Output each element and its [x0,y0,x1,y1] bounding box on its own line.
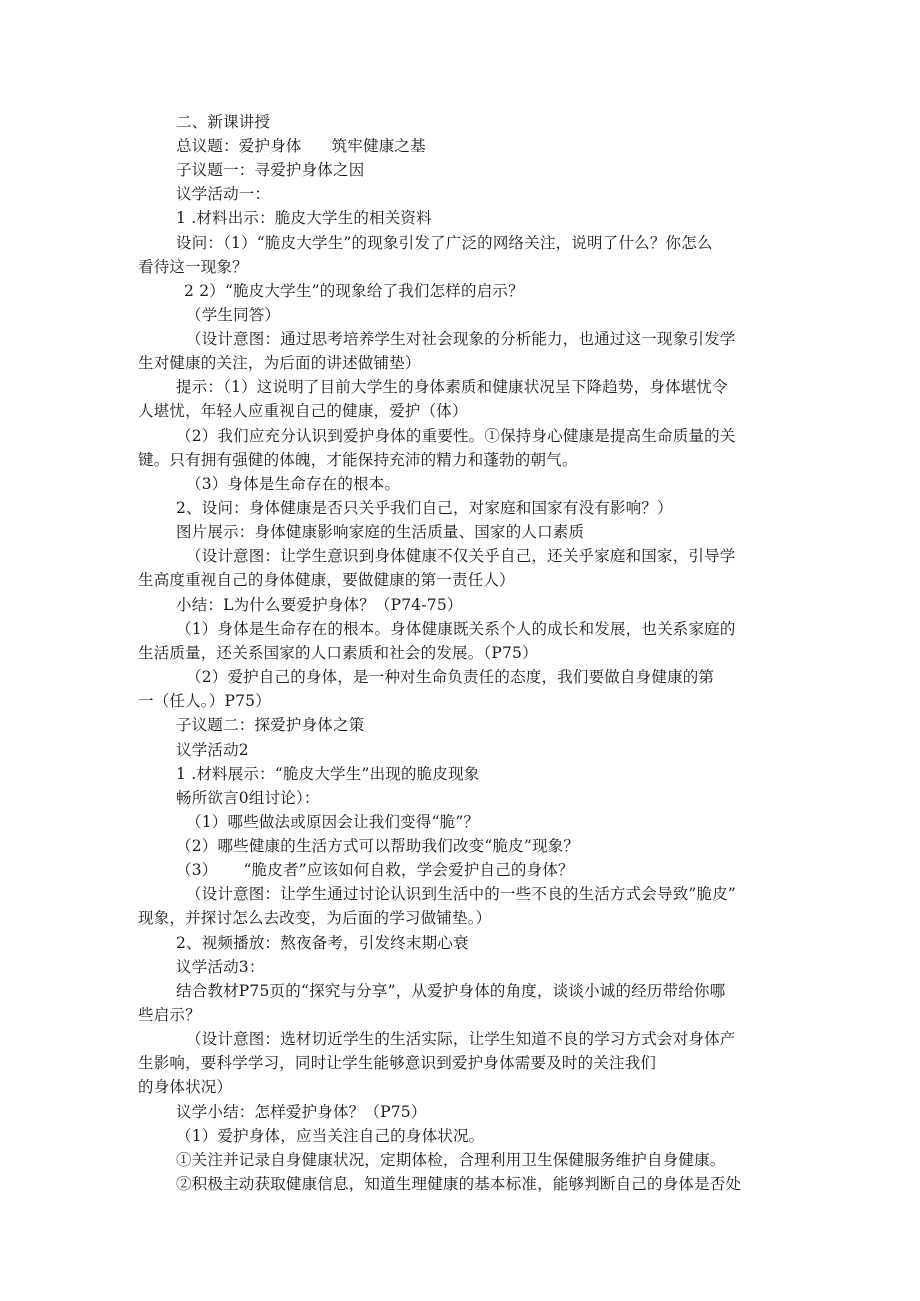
design-intent-3-line-2: 现象，并探讨怎么去改变，为后面的学习做铺垫。） [138,909,492,927]
section-heading: 二、新课讲授 [176,113,271,131]
main-topic-part-1: 总议题：爱护身体 [176,137,302,155]
subtopic-two: 子议题二：探爱护身体之策 [176,716,365,734]
hint-2-line-1: （2）我们应充分认识到爱护身体的重要性。①保持身心健康是提高生命质量的关 [176,427,736,445]
design-intent-1-line-2: 生对健康的关注，为后面的讲述做铺垫） [138,354,421,372]
activity-three-heading: 议学活动3： [176,958,265,976]
activity-one-heading: 议学活动一： [176,185,271,203]
design-intent-4-line-2: 生影响，要科学学习，同时让学生能够意识到爱护身体需要及时的关注我们 [138,1054,657,1072]
image-display: 图片展示：身体健康影响家庭的生活质量、国家的人口素质 [176,523,585,541]
summary-one-point-2-line-2: 一（任人。）P75） [138,692,271,710]
main-topic-part-2: 筑牢健康之基 [331,137,426,155]
summary-two-heading: 议学小结：怎样爱护身体？（P75） [176,1103,427,1121]
question-one-line-2: 看待这一现象？ [138,258,248,276]
hint-line-2: 人堪忧，年轻人应重视自己的健康，爱护（体） [138,402,468,420]
summary-one-point-2-line-1: （2）爱护自己的身体，是一种对生命负责任的态度，我们要做自身健康的第 [186,668,715,686]
design-intent-1-line-1: （设计意图：通过思考培养学生对社会现象的分析能力，也通过这一现象引发学 [186,330,736,348]
question-two: 2 2）“脆皮大学生”的现象给了我们怎样的启示？ [184,282,524,300]
summary-one-point-1-line-2: 生活质量，还关系国家的人口素质和社会的发展。（P75） [138,644,538,662]
material-one: 1 .材料出示：脆皮大学生的相关资料 [176,209,432,227]
student-answer-note: （学生同答） [186,306,281,324]
design-intent-2-line-1: （设计意图：让学生意识到身体健康不仅关乎自己，还关乎家庭和国家，引导学 [186,547,736,565]
discussion-q3-text: “脆皮者”应该如何自救，学会爱护自己的身体？ [243,861,574,879]
video-playback: 2、视频播放：熬夜备考，引发终末期心衰 [176,934,469,952]
design-intent-4-line-1: （设计意图：选材切近学生的生活实际，让学生知道不良的学习方式会对身体产 [186,1030,736,1048]
activity-two-heading: 议学活动2 [176,741,249,759]
hint-line-1: 提示：（1）这说明了目前大学生的身体素质和健康状况呈下降趋势，身体堪忧令 [176,378,728,396]
discussion-q3 [176,860,574,880]
design-intent-4-line-3: 的身体状况） [138,1078,233,1096]
design-intent-3-line-1: （设计意图：让学生通过讨论认识到生活中的一些不良的生活方式会导致”脆皮” [186,885,737,903]
design-intent-2-line-2: 生高度重视自己的身体健康，要做健康的第一责任人） [138,571,515,589]
discussion-q2: （2）哪些健康的生活方式可以帮助我们改变“脆皮”现象？ [176,837,580,855]
question-three: 2、设问：身体健康是否只关乎我们自己，对家庭和国家有没有影响？） [176,499,673,517]
summary-one-point-1-line-1: （1）身体是生命存在的根本。身体健康既关系个人的成长和发展，也关系家庭的 [176,620,736,638]
summary-two-item-2: ②积极主动获取健康信息，知道生理健康的基本标准，能够判断自己的身体是否处 [176,1175,742,1193]
subtopic-one: 子议题一：寻爱护身体之因 [176,161,365,179]
question-one-line-1: 设问：（1）“脆皮大学生”的现象引发了广泛的网络关注，说明了什么？你怎么 [176,234,713,252]
material-two: 1 .材料展示：“脆皮大学生”出现的脆皮现象 [176,765,480,783]
summary-one-heading: 小结：L为什么要爱护身体？（P74-75） [176,596,463,614]
activity-three-line-2: 些启示？ [138,1006,201,1024]
main-topic [176,136,426,156]
summary-two-point-1: （1）爱护身体，应当关注自己的身体状况。 [176,1127,485,1145]
summary-two-item-1: ①关注并记录自身健康状况，定期体检，合理利用卫生保健服务维护自身健康。 [176,1151,726,1169]
hint-3: （3）身体是生命存在的根本。 [186,475,401,493]
discussion-q1: （1）哪些做法或原因会让我们变得“脆”？ [186,813,480,831]
group-discussion: 畅所欲言0组讨论）： [176,789,320,807]
hint-2-line-2: 键。只有拥有强健的体魄，才能保持充沛的精力和蓬勃的朝气。 [138,451,578,469]
activity-three-line-1: 结合教材P75页的“探究与分享”，从爱护身体的角度，谈谈小诚的经历带给你哪 [176,982,726,1000]
discussion-q3-number: （3） [176,861,218,879]
